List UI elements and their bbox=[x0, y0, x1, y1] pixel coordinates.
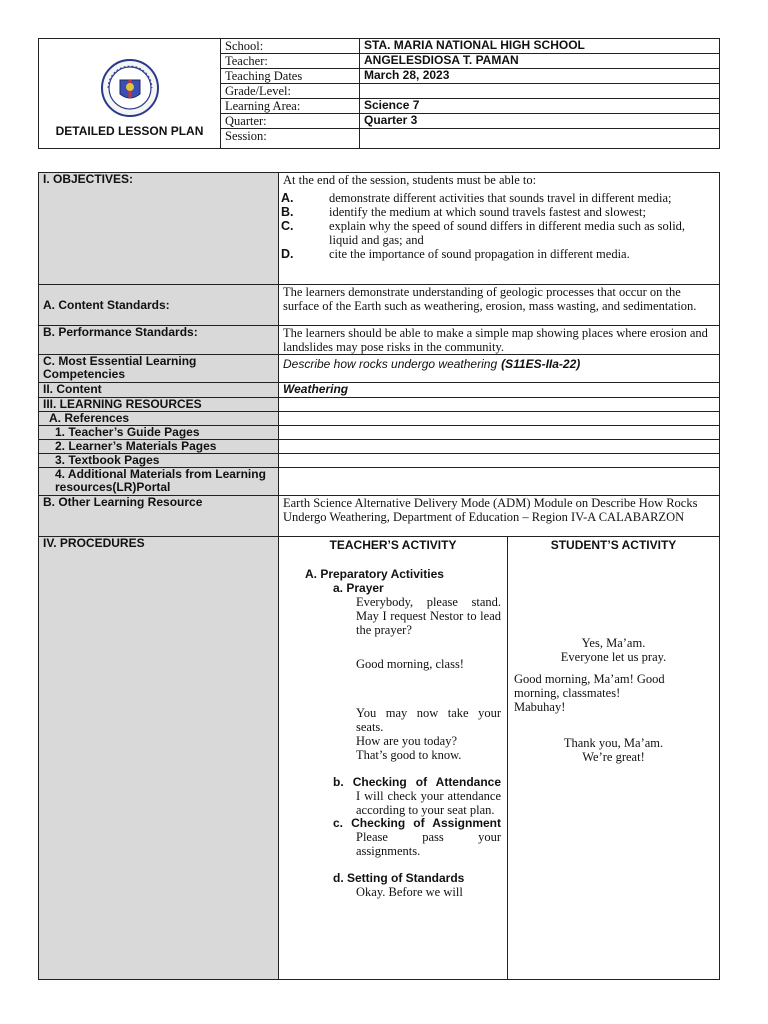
learning-area-value: Science 7 bbox=[360, 99, 720, 114]
prayer-student-text-3: Good morning, Ma’am! Good morning, classmates! bbox=[514, 672, 665, 700]
assignment-text: Please pass your assignments. bbox=[356, 830, 501, 858]
attendance-text: I will check your attendance according to your seat plan. bbox=[356, 789, 501, 817]
objective-item: D. cite the importance of sound propagation in different media. bbox=[281, 247, 630, 261]
quarter-label: Quarter: bbox=[221, 114, 360, 129]
grade-level-label: Grade/Level: bbox=[221, 84, 360, 99]
additional-materials-label: 4. Additional Materials from Learning resources(LR)Portal bbox=[39, 468, 279, 496]
deped-seal-icon bbox=[94, 58, 166, 118]
prayer-heading: a. Prayer bbox=[333, 581, 384, 595]
teachers-guide-label: 1. Teacher’s Guide Pages bbox=[39, 426, 279, 440]
content-standards-text: The learners demonstrate understanding of geologic processes that occur on the surface of the Earth such as weathering, erosion, mass wasting, and sedimentation. bbox=[279, 285, 720, 326]
header-logo-cell bbox=[39, 39, 221, 149]
standards-text: Okay. Before we will bbox=[356, 885, 463, 899]
student-activity-header: STUDENT’S ACTIVITY bbox=[550, 538, 677, 552]
session-value bbox=[360, 129, 720, 149]
school-label: School: bbox=[221, 39, 360, 54]
objective-item: B. identify the medium at which sound travels fastest and slowest; bbox=[281, 205, 646, 219]
prayer-student-text-6: We’re great! bbox=[582, 750, 645, 764]
learning-area-label: Learning Area: bbox=[221, 99, 360, 114]
objectives-cell bbox=[279, 173, 720, 285]
objectives-intro: At the end of the session, students must be able to: bbox=[283, 173, 537, 187]
prayer-teacher-text-2: Good morning, class! bbox=[356, 657, 464, 671]
prayer-student-text-2: Everyone let us pray. bbox=[560, 650, 667, 664]
prayer-teacher-text-3: You may now take your seats. bbox=[356, 706, 501, 734]
prayer-teacher-text-1: Everybody, please stand. May I request Nestor to lead the prayer? bbox=[356, 595, 501, 637]
teacher-activity-header: TEACHER’S ACTIVITY bbox=[329, 538, 457, 552]
learning-resources-label: III. LEARNING RESOURCES bbox=[39, 398, 279, 412]
teacher-label: Teacher: bbox=[221, 54, 360, 69]
header-table bbox=[38, 38, 720, 149]
objectives-list bbox=[283, 191, 715, 261]
quarter-value: Quarter 3 bbox=[360, 114, 720, 129]
content-standards-label: A. Content Standards: bbox=[39, 285, 279, 326]
assignment-heading: c. Checking of Assignment bbox=[333, 816, 501, 830]
teaching-dates-label: Teaching Dates bbox=[221, 69, 360, 84]
objectives-label: I. OBJECTIVES: bbox=[39, 173, 279, 285]
prayer-student-text-5: Thank you, Ma’am. bbox=[563, 736, 664, 750]
content-text: Weathering bbox=[279, 383, 720, 398]
melc-cell bbox=[279, 355, 720, 383]
session-label: Session: bbox=[221, 129, 360, 149]
learners-materials-label: 2. Learner’s Materials Pages bbox=[39, 440, 279, 454]
melc-label: C. Most Essential Learning Competencies bbox=[39, 355, 279, 383]
references-label: A. References bbox=[39, 412, 279, 426]
attendance-heading: b. Checking of Attendance bbox=[333, 775, 501, 789]
other-resource-text: Earth Science Alternative Delivery Mode (ADM) Module on Describe How Rocks Undergo Weathering, Department of Education – Region IV-A CALABARZON bbox=[279, 496, 720, 537]
lesson-plan-table bbox=[38, 172, 720, 980]
performance-standards-label: B. Performance Standards: bbox=[39, 326, 279, 355]
teacher-value: ANGELESDIOSA T. PAMAN bbox=[360, 54, 720, 69]
objective-item: C. explain why the speed of sound differs in different media such as solid, liquid and gas; and bbox=[281, 219, 686, 247]
objective-item: A. demonstrate different activities that sounds travel in different media; bbox=[281, 191, 672, 205]
prayer-student-text-4: Mabuhay! bbox=[514, 700, 566, 714]
grade-level-value bbox=[360, 84, 720, 99]
melc-code: (S11ES-IIa-22) bbox=[501, 357, 581, 371]
document-title: DETAILED LESSON PLAN bbox=[55, 123, 204, 138]
textbook-pages-label: 3. Textbook Pages bbox=[39, 454, 279, 468]
other-resource-label: B. Other Learning Resource bbox=[39, 496, 279, 537]
procedures-label: IV. PROCEDURES bbox=[39, 537, 279, 980]
prayer-student-text-1: Yes, Ma’am. bbox=[581, 636, 646, 650]
school-value: STA. MARIA NATIONAL HIGH SCHOOL bbox=[360, 39, 720, 54]
prayer-teacher-text-5: That’s good to know. bbox=[356, 748, 462, 762]
content-label: II. Content bbox=[39, 383, 279, 398]
performance-standards-text: The learners should be able to make a simple map showing places where erosion and landslides may pose risks in the community. bbox=[279, 326, 720, 355]
standards-heading: d. Setting of Standards bbox=[333, 871, 465, 885]
preparatory-activities-heading: A. Preparatory Activities bbox=[305, 567, 444, 581]
teacher-activity-cell bbox=[279, 537, 508, 980]
prayer-teacher-text-4: How are you today? bbox=[356, 734, 458, 748]
student-activity-cell bbox=[508, 537, 720, 980]
melc-text: Describe how rocks undergo weathering bbox=[283, 357, 498, 371]
teaching-dates-value: March 28, 2023 bbox=[360, 69, 720, 84]
